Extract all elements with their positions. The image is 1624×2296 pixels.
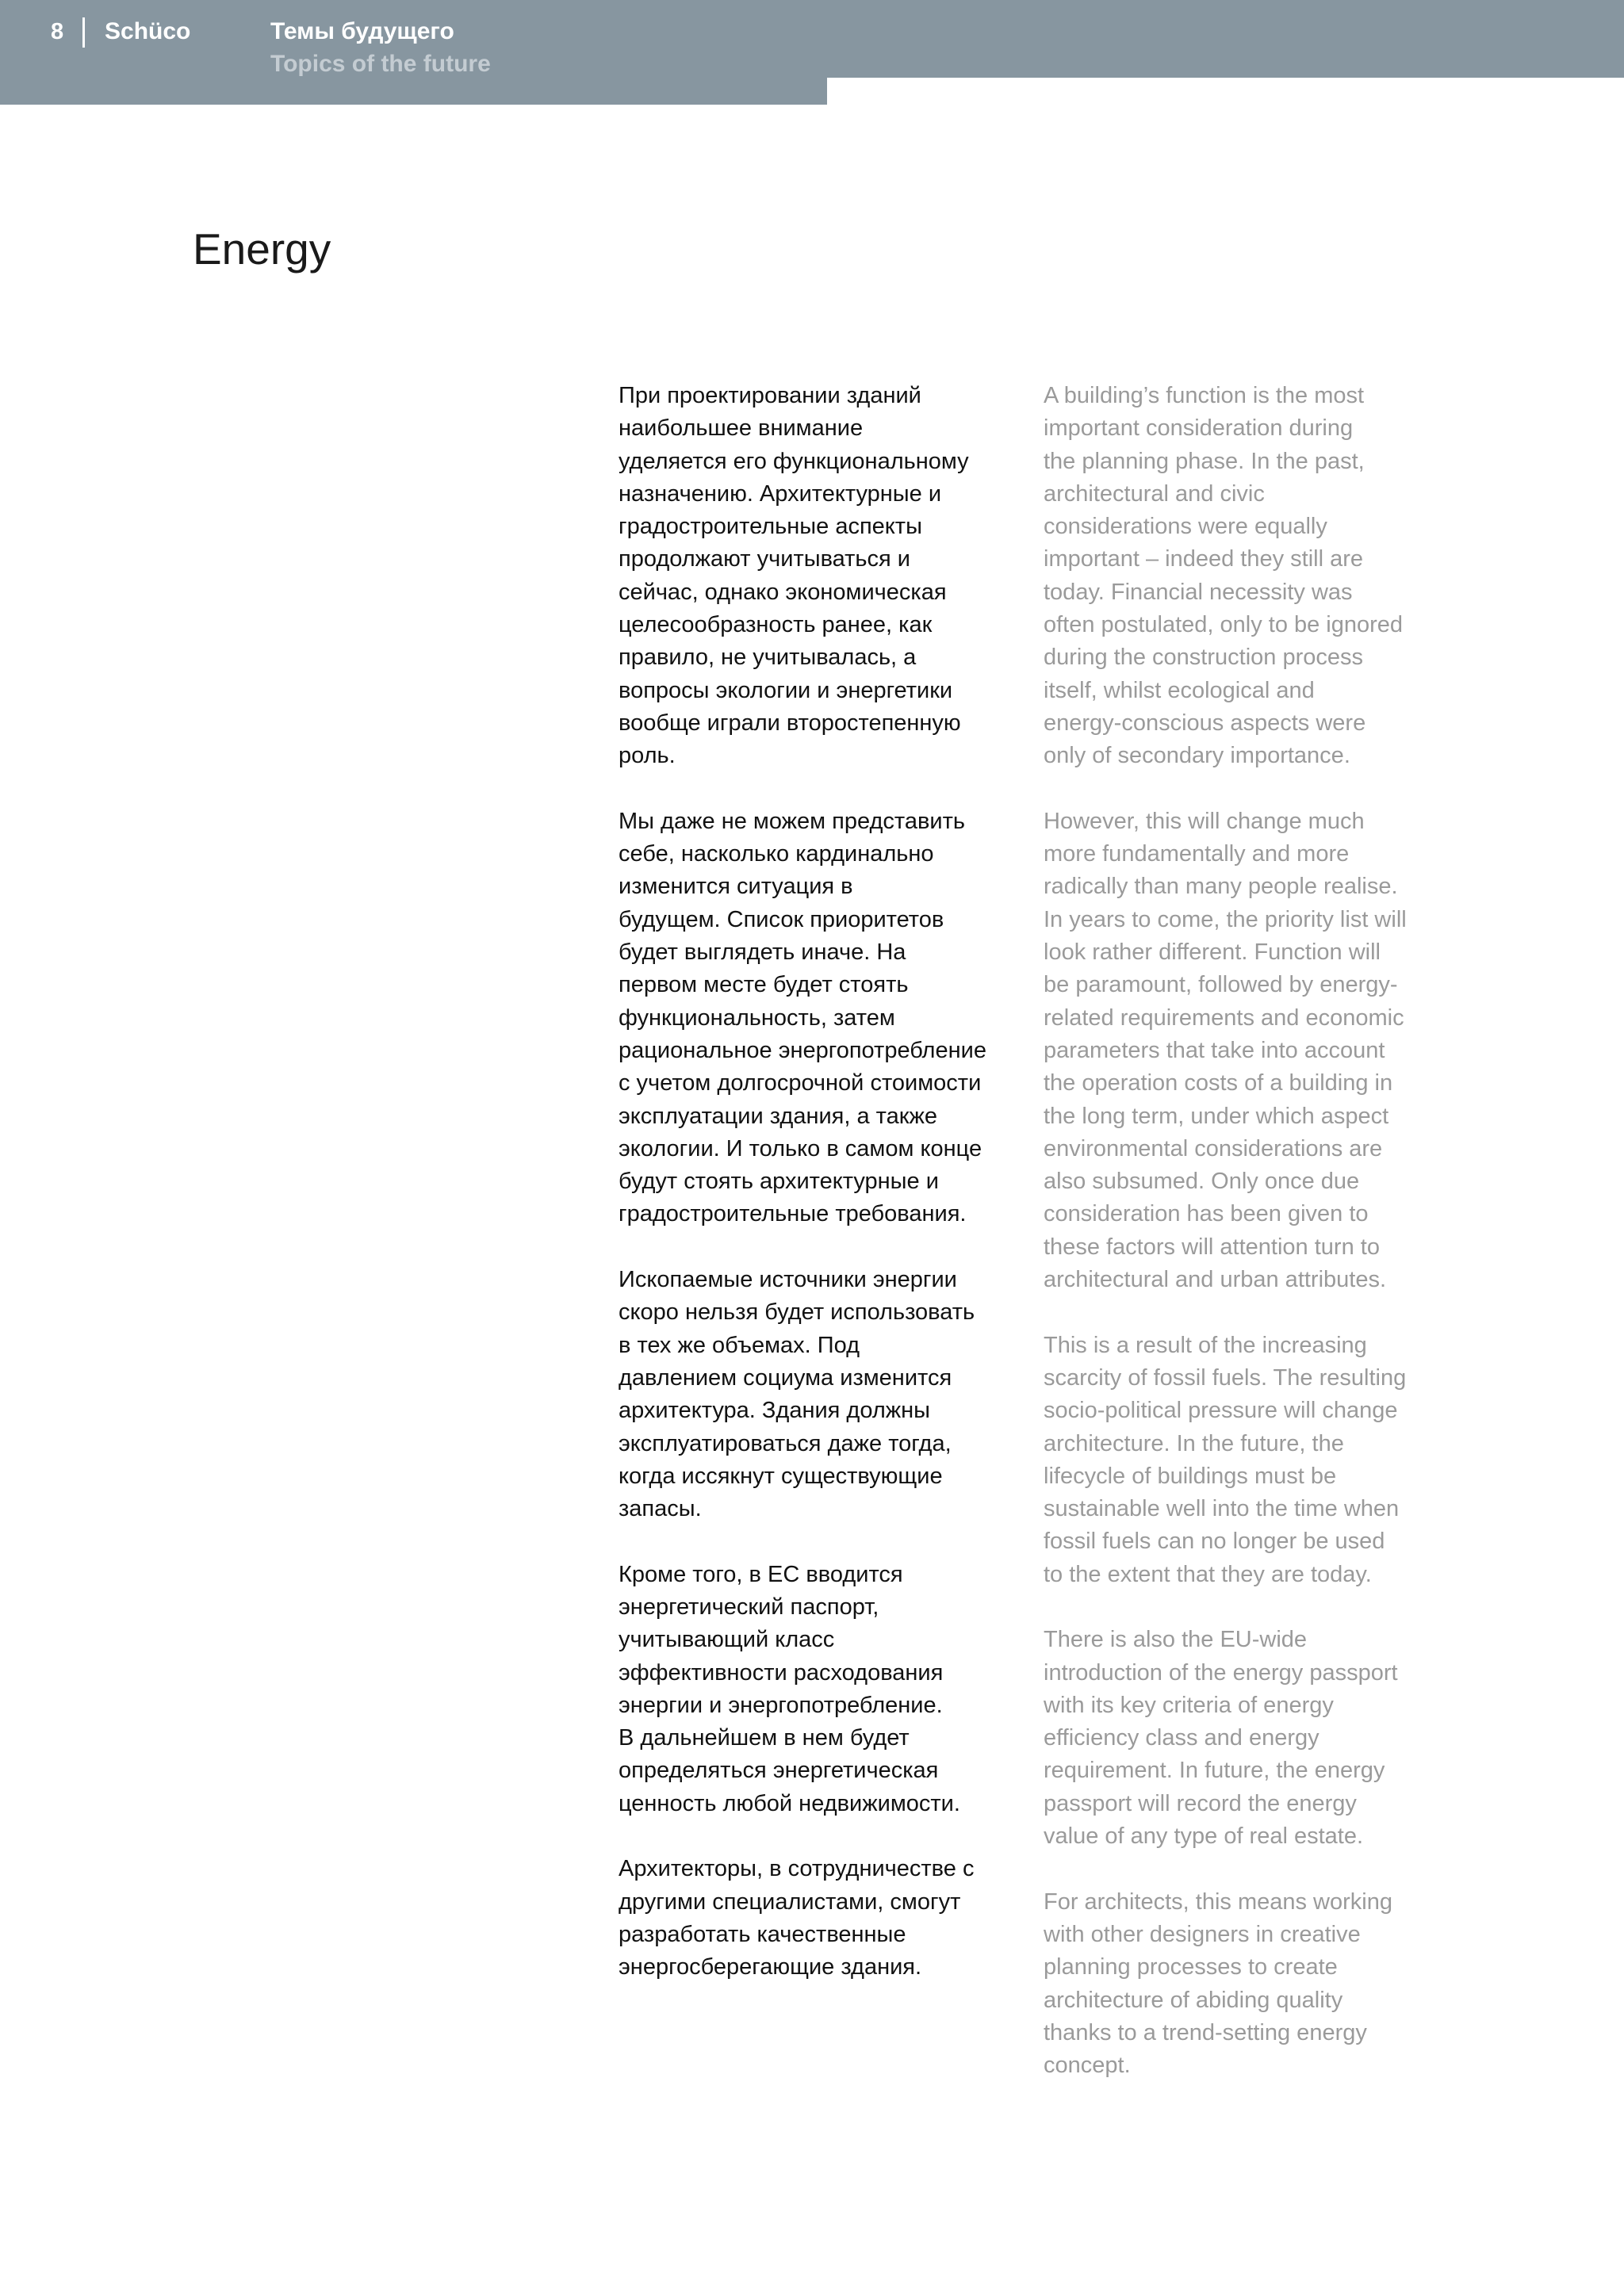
text-line: роль. <box>619 743 676 769</box>
text-line: lifecycle of buildings must be <box>1044 1463 1337 1489</box>
text-line: passport will record the energy <box>1044 1790 1357 1816</box>
paragraph <box>619 1853 1031 1984</box>
text-line: назначению. Архитектурные и <box>619 480 942 507</box>
text-line: целесообразность ранее, как <box>619 612 933 638</box>
text-line: environmental considerations are <box>1044 1135 1383 1161</box>
text-line: consideration has been given to <box>1044 1201 1369 1227</box>
text-line: При проектировании зданий <box>619 383 921 408</box>
text-line: architecture. In the future, the <box>1044 1430 1344 1456</box>
text-line: important consideration during <box>1044 415 1354 442</box>
text-line: сейчас, однако экономическая <box>619 579 947 605</box>
page-number: 8 <box>51 19 64 44</box>
text-line: value of any type of real estate. <box>1044 1823 1364 1850</box>
text-line: There is also the EU-wide <box>1044 1627 1308 1653</box>
text-line: today. Financial necessity was <box>1044 579 1353 605</box>
paragraph <box>619 380 1031 773</box>
text-line: будет выглядеть иначе. На <box>619 939 906 966</box>
text-line: considerations were equally <box>1044 514 1327 540</box>
text-line: the long term, under which aspect <box>1044 1103 1389 1129</box>
text-line: architectural and urban attributes. <box>1044 1267 1387 1293</box>
text-line: efficiency class and energy <box>1044 1725 1320 1751</box>
text-line: energy-conscious aspects were <box>1044 710 1366 736</box>
column-russian <box>619 380 1031 2017</box>
text-line: fossil fuels can no longer be used <box>1044 1529 1385 1555</box>
text-line: ценность любой недвижимости. <box>619 1790 960 1816</box>
text-line: себе, насколько кардинально <box>619 841 934 867</box>
text-line: запасы. <box>619 1496 702 1522</box>
text-line: important – indeed they still are <box>1044 546 1363 572</box>
text-line: скоро нельзя будет использовать <box>619 1299 975 1326</box>
text-line: эффективности расходования <box>619 1659 944 1686</box>
text-line: However, this will change much <box>1044 808 1365 834</box>
text-line: энергетический паспорт, <box>619 1594 879 1620</box>
text-line: the planning phase. In the past, <box>1044 448 1365 474</box>
paragraph <box>619 806 1031 1231</box>
section-title-en: Topics of the future <box>270 51 491 77</box>
text-line: these factors will attention turn to <box>1044 1234 1380 1260</box>
text-line: radically than many people realise. <box>1044 874 1398 900</box>
paragraph <box>1044 380 1456 773</box>
text-line: Кроме того, в ЕС вводится <box>619 1561 903 1587</box>
text-line: In years to come, the priority list will <box>1044 906 1407 932</box>
text-line: архитектура. Здания должны <box>619 1398 931 1424</box>
text-line: рациональное энергопотребление <box>619 1037 986 1063</box>
text-line: to the extent that they are today. <box>1044 1561 1372 1587</box>
paragraph <box>1044 1624 1456 1853</box>
text-line: будущем. Список приоритетов <box>619 906 944 932</box>
text-line: В дальнейшем в нем будет <box>619 1725 910 1751</box>
header-tab <box>0 78 827 105</box>
header-divider <box>82 17 85 48</box>
paragraph <box>1044 1886 1456 2083</box>
text-line: функциональность, затем <box>619 1004 895 1031</box>
text-line: itself, whilst ecological and <box>1044 677 1315 703</box>
text-line: правило, не учитывалась, а <box>619 645 917 671</box>
paragraph <box>1044 806 1456 1296</box>
text-line: другими специалистами, смогут <box>619 1888 961 1915</box>
text-line: вообще играли второстепенную <box>619 710 961 736</box>
paragraph <box>619 1559 1031 1820</box>
text-line: энергосберегающие здания. <box>619 1954 922 1980</box>
text-line: requirement. In future, the energy <box>1044 1758 1385 1784</box>
text-line: вопросы экологии и энергетики <box>619 677 953 703</box>
text-line: concept. <box>1044 2053 1131 2079</box>
text-line: градостроительные требования. <box>619 1201 967 1227</box>
text-line: уделяется его функциональному <box>619 448 969 474</box>
text-line: scarcity of fossil fuels. The resulting <box>1044 1364 1407 1391</box>
text-line: будут стоять архитектурные и <box>619 1169 939 1195</box>
text-line: A building’s function is the most <box>1044 383 1365 408</box>
text-line: когда иссякнут существующие <box>619 1463 943 1489</box>
text-line: parameters that take into account <box>1044 1037 1385 1063</box>
text-line: This is a result of the increasing <box>1044 1332 1367 1358</box>
text-line: architectural and civic <box>1044 480 1265 507</box>
text-line: первом месте будет стоять <box>619 972 909 998</box>
page-title: Energy <box>193 224 331 274</box>
text-line: разработать качественные <box>619 1921 906 1947</box>
text-line: Мы даже не можем представить <box>619 808 965 834</box>
text-line: related requirements and economic <box>1044 1004 1404 1031</box>
text-line: давлением социума изменится <box>619 1364 952 1391</box>
text-line: учитывающий класс <box>619 1627 835 1653</box>
text-line: more fundamentally and more <box>1044 841 1350 867</box>
text-line: sustainable well into the time when <box>1044 1496 1400 1522</box>
text-line: introduction of the energy passport <box>1044 1659 1398 1686</box>
text-line: наибольшее внимание <box>619 415 864 442</box>
text-line: planning processes to create <box>1044 1954 1338 1980</box>
text-line: For architects, this means working <box>1044 1888 1392 1915</box>
text-line: look rather different. Function will <box>1044 939 1381 966</box>
text-line: эксплуатации здания, а также <box>619 1103 937 1129</box>
text-line: в тех же объемах. Под <box>619 1332 860 1358</box>
text-line: с учетом долгосрочной стоимости <box>619 1070 982 1096</box>
text-line: also subsumed. Only once due <box>1044 1169 1360 1195</box>
text-line: Архитекторы, в сотрудничестве с <box>619 1856 975 1882</box>
text-line: architecture of abiding quality <box>1044 1987 1343 2013</box>
text-line: with other designers in creative <box>1044 1921 1361 1947</box>
text-line: продолжают учитываться и <box>619 546 910 572</box>
text-line: only of secondary importance. <box>1044 743 1350 769</box>
text-line: socio-political pressure will change <box>1044 1398 1398 1424</box>
text-line: градостроительные аспекты <box>619 514 922 540</box>
text-line: экологии. И только в самом конце <box>619 1135 982 1161</box>
paragraph <box>619 1264 1031 1525</box>
text-line: often postulated, only to be ignored <box>1044 612 1404 638</box>
text-line: определяться энергетическая <box>619 1758 939 1784</box>
text-line: эксплуатироваться даже тогда, <box>619 1430 952 1456</box>
paragraph <box>1044 1330 1456 1591</box>
section-title-ru: Темы будущего <box>270 18 454 44</box>
column-english <box>1044 380 1456 2115</box>
text-line: be paramount, followed by energy- <box>1044 972 1398 998</box>
text-line: the operation costs of a building in <box>1044 1070 1393 1096</box>
text-line: during the construction process <box>1044 645 1363 671</box>
brand-name: Schüco <box>105 18 191 44</box>
header-band <box>0 0 1624 78</box>
text-line: thanks to a trend-setting energy <box>1044 2019 1367 2045</box>
text-line: изменится ситуация в <box>619 874 853 900</box>
text-line: with its key criteria of energy <box>1044 1692 1334 1718</box>
text-line: Ископаемые источники энергии <box>619 1267 957 1293</box>
text-line: энергии и энергопотребление. <box>619 1692 943 1718</box>
